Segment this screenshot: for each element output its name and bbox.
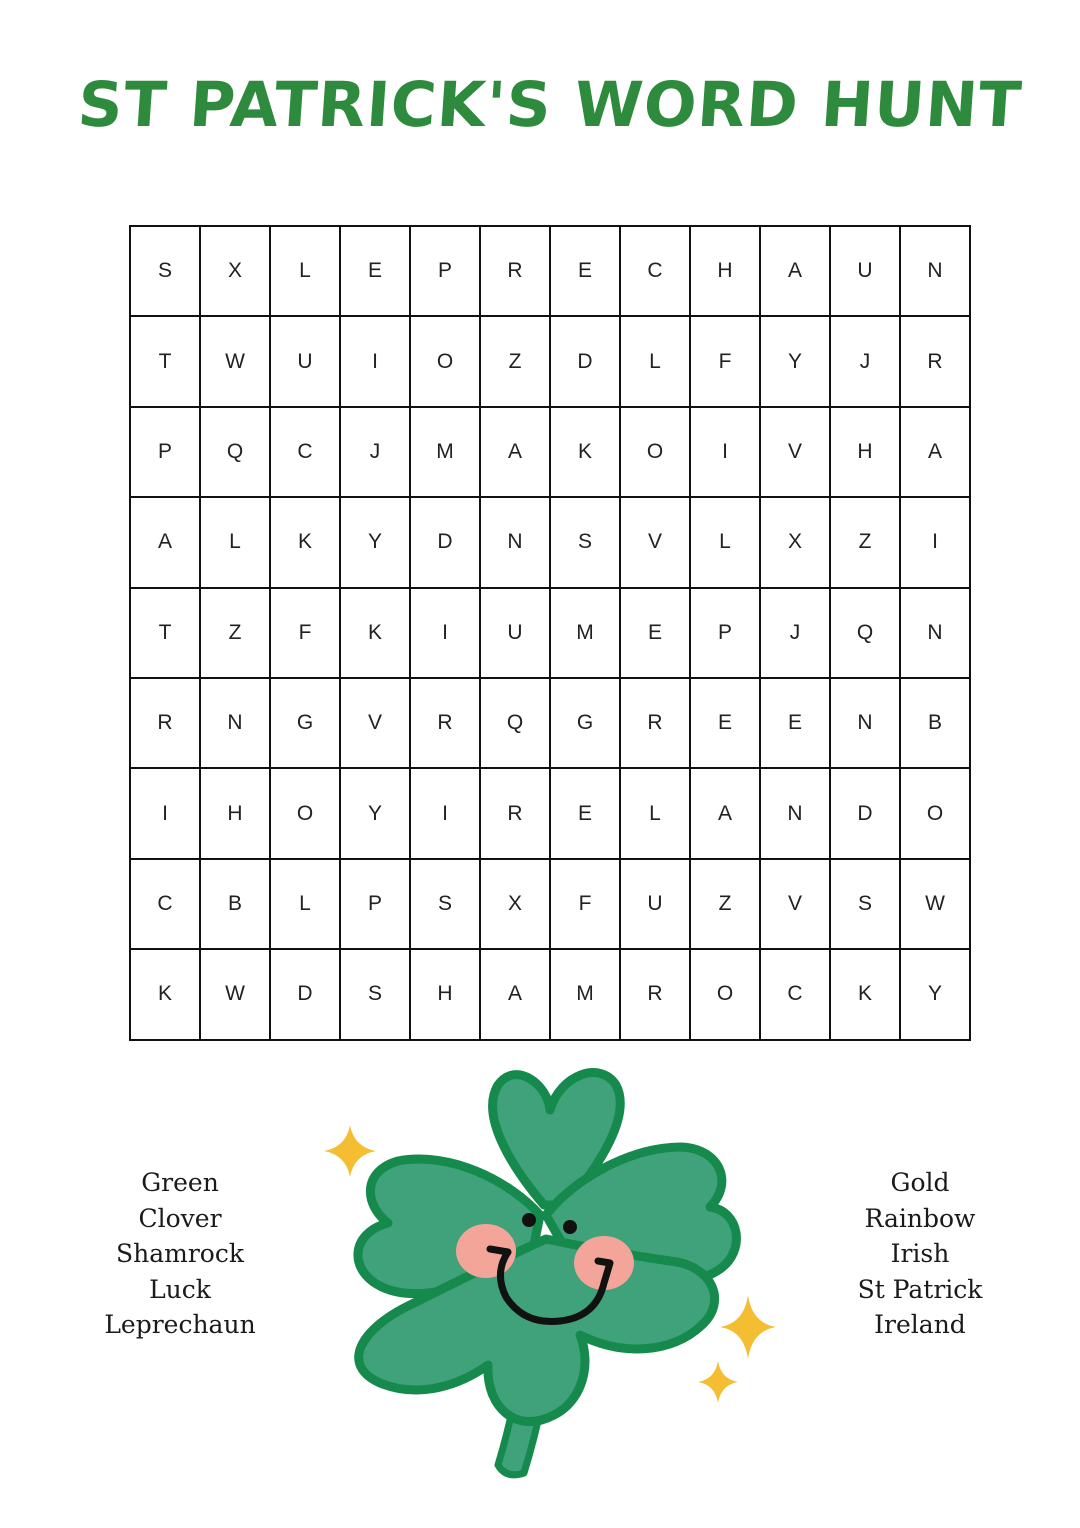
grid-cell: J (831, 317, 901, 407)
grid-cell: I (411, 589, 481, 679)
sparkle-icon (698, 1361, 738, 1403)
grid-cell: P (411, 227, 481, 317)
grid-cell: Q (481, 679, 551, 769)
grid-cell: K (831, 950, 901, 1040)
grid-cell: P (341, 860, 411, 950)
grid-cell: U (481, 589, 551, 679)
grid-cell: Q (201, 408, 271, 498)
grid-cell: N (201, 679, 271, 769)
grid-cell: S (131, 227, 201, 317)
grid-cell: R (621, 679, 691, 769)
sparkle-icon (720, 1295, 776, 1359)
grid-cell: R (481, 769, 551, 859)
word-list-item: Clover (138, 1203, 222, 1233)
grid-cell: B (201, 860, 271, 950)
grid-cell: I (691, 408, 761, 498)
grid-cell: Y (341, 498, 411, 588)
grid-cell: W (901, 860, 971, 950)
grid-cell: O (901, 769, 971, 859)
grid-cell: A (481, 408, 551, 498)
grid-cell: D (411, 498, 481, 588)
grid-cell: I (901, 498, 971, 588)
grid-cell: E (551, 769, 621, 859)
grid-cell: S (551, 498, 621, 588)
grid-cell: H (411, 950, 481, 1040)
grid-cell: Y (761, 317, 831, 407)
eye (522, 1213, 536, 1227)
eye (563, 1220, 577, 1234)
grid-cell: Y (341, 769, 411, 859)
grid-cell: A (761, 227, 831, 317)
grid-cell: V (761, 860, 831, 950)
grid-cell: U (831, 227, 901, 317)
word-search-grid (129, 225, 971, 1041)
grid-cell: A (901, 408, 971, 498)
grid-cell: I (411, 769, 481, 859)
grid-cell: O (271, 769, 341, 859)
grid-cell: K (341, 589, 411, 679)
grid-cell: R (131, 679, 201, 769)
grid-cell: R (481, 227, 551, 317)
grid-cell: H (201, 769, 271, 859)
grid-cell: L (621, 317, 691, 407)
grid-cell: E (621, 589, 691, 679)
grid-cell: J (341, 408, 411, 498)
word-list-item: Gold (890, 1168, 950, 1197)
grid-cell: F (271, 589, 341, 679)
grid-cell: E (341, 227, 411, 317)
grid-cell: I (131, 769, 201, 859)
grid-cell: N (901, 227, 971, 317)
grid-cell: L (691, 498, 761, 588)
grid-cell: X (201, 227, 271, 317)
sparkle-icon (324, 1125, 376, 1177)
grid-cell: B (901, 679, 971, 769)
grid-cell: V (341, 679, 411, 769)
grid-cell: N (831, 679, 901, 769)
grid-cell: I (341, 317, 411, 407)
grid-cell: Z (691, 860, 761, 950)
grid-cell: D (271, 950, 341, 1040)
grid-cell: H (831, 408, 901, 498)
grid-cell: U (271, 317, 341, 407)
grid-cell: X (761, 498, 831, 588)
word-list-item: Ireland (874, 1310, 966, 1339)
grid-cell: F (551, 860, 621, 950)
grid-cell: G (271, 679, 341, 769)
page-title: ST PATRICK'S WORD HUNT (75, 68, 1025, 141)
grid-cell: D (551, 317, 621, 407)
grid-cell: M (411, 408, 481, 498)
grid-cell: N (481, 498, 551, 588)
grid-cell: T (131, 317, 201, 407)
grid-cell: C (761, 950, 831, 1040)
grid-cell: P (691, 589, 761, 679)
grid-cell: G (551, 679, 621, 769)
word-list-item: Green (141, 1168, 219, 1197)
grid-cell: N (901, 589, 971, 679)
grid-cell: E (691, 679, 761, 769)
grid-cell: T (131, 589, 201, 679)
grid-cell: O (621, 408, 691, 498)
grid-cell: K (271, 498, 341, 588)
grid-cell: R (621, 950, 691, 1040)
grid-cell: L (621, 769, 691, 859)
smiling-shamrock-icon (310, 1055, 790, 1495)
grid-cell: M (551, 950, 621, 1040)
grid-cell: L (271, 227, 341, 317)
word-list-item: Luck (149, 1274, 211, 1304)
grid-cell: Z (481, 317, 551, 407)
grid-cell: U (621, 860, 691, 950)
grid-cell: A (691, 769, 761, 859)
grid-cell: R (411, 679, 481, 769)
word-list-item: Leprechaun (104, 1310, 256, 1339)
grid-cell: Q (831, 589, 901, 679)
grid-cell: M (551, 589, 621, 679)
grid-cell: H (691, 227, 761, 317)
grid-cell: S (341, 950, 411, 1040)
grid-cell: P (131, 408, 201, 498)
grid-cell: X (481, 860, 551, 950)
word-list-item: Rainbow (864, 1203, 976, 1233)
grid-cell: A (481, 950, 551, 1040)
grid-cell: O (691, 950, 761, 1040)
grid-cell: A (131, 498, 201, 588)
grid-cell: Z (831, 498, 901, 588)
grid-cell: N (761, 769, 831, 859)
grid-cell: L (201, 498, 271, 588)
grid-cell: K (551, 408, 621, 498)
grid-cell: E (551, 227, 621, 317)
grid-cell: O (411, 317, 481, 407)
grid-cell: E (761, 679, 831, 769)
grid-cell: W (201, 317, 271, 407)
grid-cell: Z (201, 589, 271, 679)
grid-cell: V (761, 408, 831, 498)
grid-cell: L (271, 860, 341, 950)
grid-cell: C (271, 408, 341, 498)
word-list-right (820, 1165, 1020, 1343)
word-list-left (80, 1165, 280, 1343)
grid-cell: F (691, 317, 761, 407)
grid-cell: C (131, 860, 201, 950)
grid-cell: Y (901, 950, 971, 1040)
grid-cell: W (201, 950, 271, 1040)
grid-cell: C (621, 227, 691, 317)
grid-cell: S (831, 860, 901, 950)
grid-cell: D (831, 769, 901, 859)
word-list-item: Irish (890, 1239, 950, 1268)
grid-cell: V (621, 498, 691, 588)
grid-cell: S (411, 860, 481, 950)
grid-cell: R (901, 317, 971, 407)
word-list-item: Shamrock (116, 1239, 244, 1268)
grid-cell: K (131, 950, 201, 1040)
word-list-item: St Patrick (857, 1274, 983, 1304)
grid-cell: J (761, 589, 831, 679)
